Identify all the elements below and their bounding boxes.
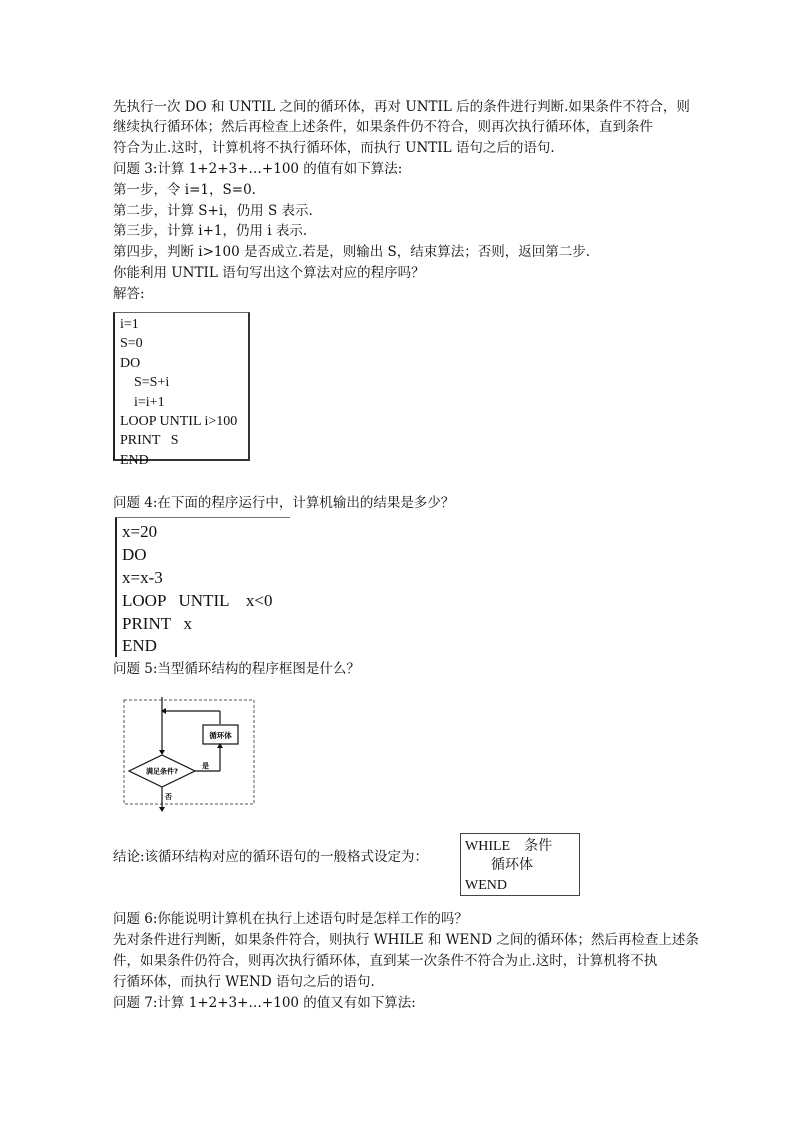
q3-step-4: 第四步，判断 i>100 是否成立.若是，则输出 S，结束算法；否则，返回第二步.	[113, 244, 591, 260]
q4-title: 问题 4:在下面的程序运行中，计算机输出的结果是多少？	[113, 495, 455, 511]
q3-code-line: S=S+i	[120, 375, 170, 391]
intro-line-3: 符合为止.这时，计算机将不执行循环体，而执行 UNTIL 语句之后的语句.	[113, 140, 555, 156]
q3-code-line: END	[120, 452, 149, 468]
flowchart-dashed-frame	[124, 700, 254, 804]
q3-ask: 你能利用 UNTIL 语句写出这个算法对应的程序吗？	[113, 265, 425, 281]
q3-code-box	[113, 312, 250, 468]
while-format-line: WHILE 条件	[465, 839, 553, 854]
flowchart-no-label: 否	[165, 793, 172, 801]
q3-step-2: 第二步，计算 S+i，仍用 S 表示.	[113, 203, 313, 219]
intro-line-1: 先执行一次 DO 和 UNTIL 之间的循环体，再对 UNTIL 后的条件进行判断.如果条件不符合，则	[113, 99, 690, 115]
q6-line-1: 先对条件进行判断，如果条件符合，则执行 WHILE 和 WEND 之间的循环体；然后再检查上述条	[113, 932, 699, 948]
q3-title: 问题 3:计算 1+2+3+…+100 的值有如下算法:	[113, 161, 403, 177]
q4-code-line: x=x-3	[122, 568, 163, 587]
q4-code-line: DO	[122, 545, 147, 564]
while-format-line: 循环体	[491, 858, 533, 873]
q6-line-3: 行循环体，而执行 WEND 语句之后的语句.	[113, 974, 375, 990]
while-loop-flowchart	[122, 697, 258, 813]
q3-code-line: LOOP UNTIL i>100	[120, 414, 238, 429]
flowchart-arrowhead	[159, 807, 165, 812]
while-format-line: WEND	[465, 878, 507, 893]
intro-line-2: 继续执行循环体；然后再检查上述条件，如果条件仍不符合，则再次执行循环体，直到条件	[113, 119, 653, 135]
q3-code-line: i=i+1	[120, 394, 165, 410]
flowchart-loop-body-label: 循环体	[209, 731, 232, 740]
flowchart-arrowhead	[159, 750, 165, 755]
q6-title: 问题 6:你能说明计算机在执行上述语句时是怎样工作的吗？	[113, 911, 468, 927]
q4-code-box	[115, 517, 290, 657]
q3-code-line: PRINT S	[120, 433, 179, 449]
q6-line-2: 件，如果条件仍符合，则再次执行循环体，直到某一次条件不符合为止.这时，计算机将不执	[113, 953, 658, 969]
q7-title: 问题 7:计算 1+2+3+…+100 的值又有如下算法:	[113, 995, 416, 1011]
q4-code-line: LOOP UNTIL x<0	[122, 591, 273, 610]
q4-code-line: END	[122, 636, 157, 655]
q3-answer-label: 解答:	[113, 286, 145, 302]
q4-code-line: x=20	[122, 522, 158, 541]
while-format-box	[460, 833, 580, 896]
conclusion-text: 结论:该循环结构对应的循环语句的一般格式设定为：	[113, 849, 429, 865]
flowchart-condition-label: 满足条件?	[145, 767, 179, 776]
q3-code-line: i=1	[120, 317, 139, 332]
q3-step-1: 第一步，令 i=1，S=0.	[113, 182, 256, 198]
q5-title: 问题 5:当型循环结构的程序框图是什么？	[113, 661, 360, 677]
q4-code-line: PRINT x	[122, 614, 193, 633]
q3-code-line: S=0	[120, 336, 143, 352]
q3-code-line: DO	[120, 355, 141, 371]
flowchart-yes-label: 是	[202, 762, 209, 770]
q3-step-3: 第三步，计算 i+1，仍用 i 表示.	[113, 223, 308, 239]
